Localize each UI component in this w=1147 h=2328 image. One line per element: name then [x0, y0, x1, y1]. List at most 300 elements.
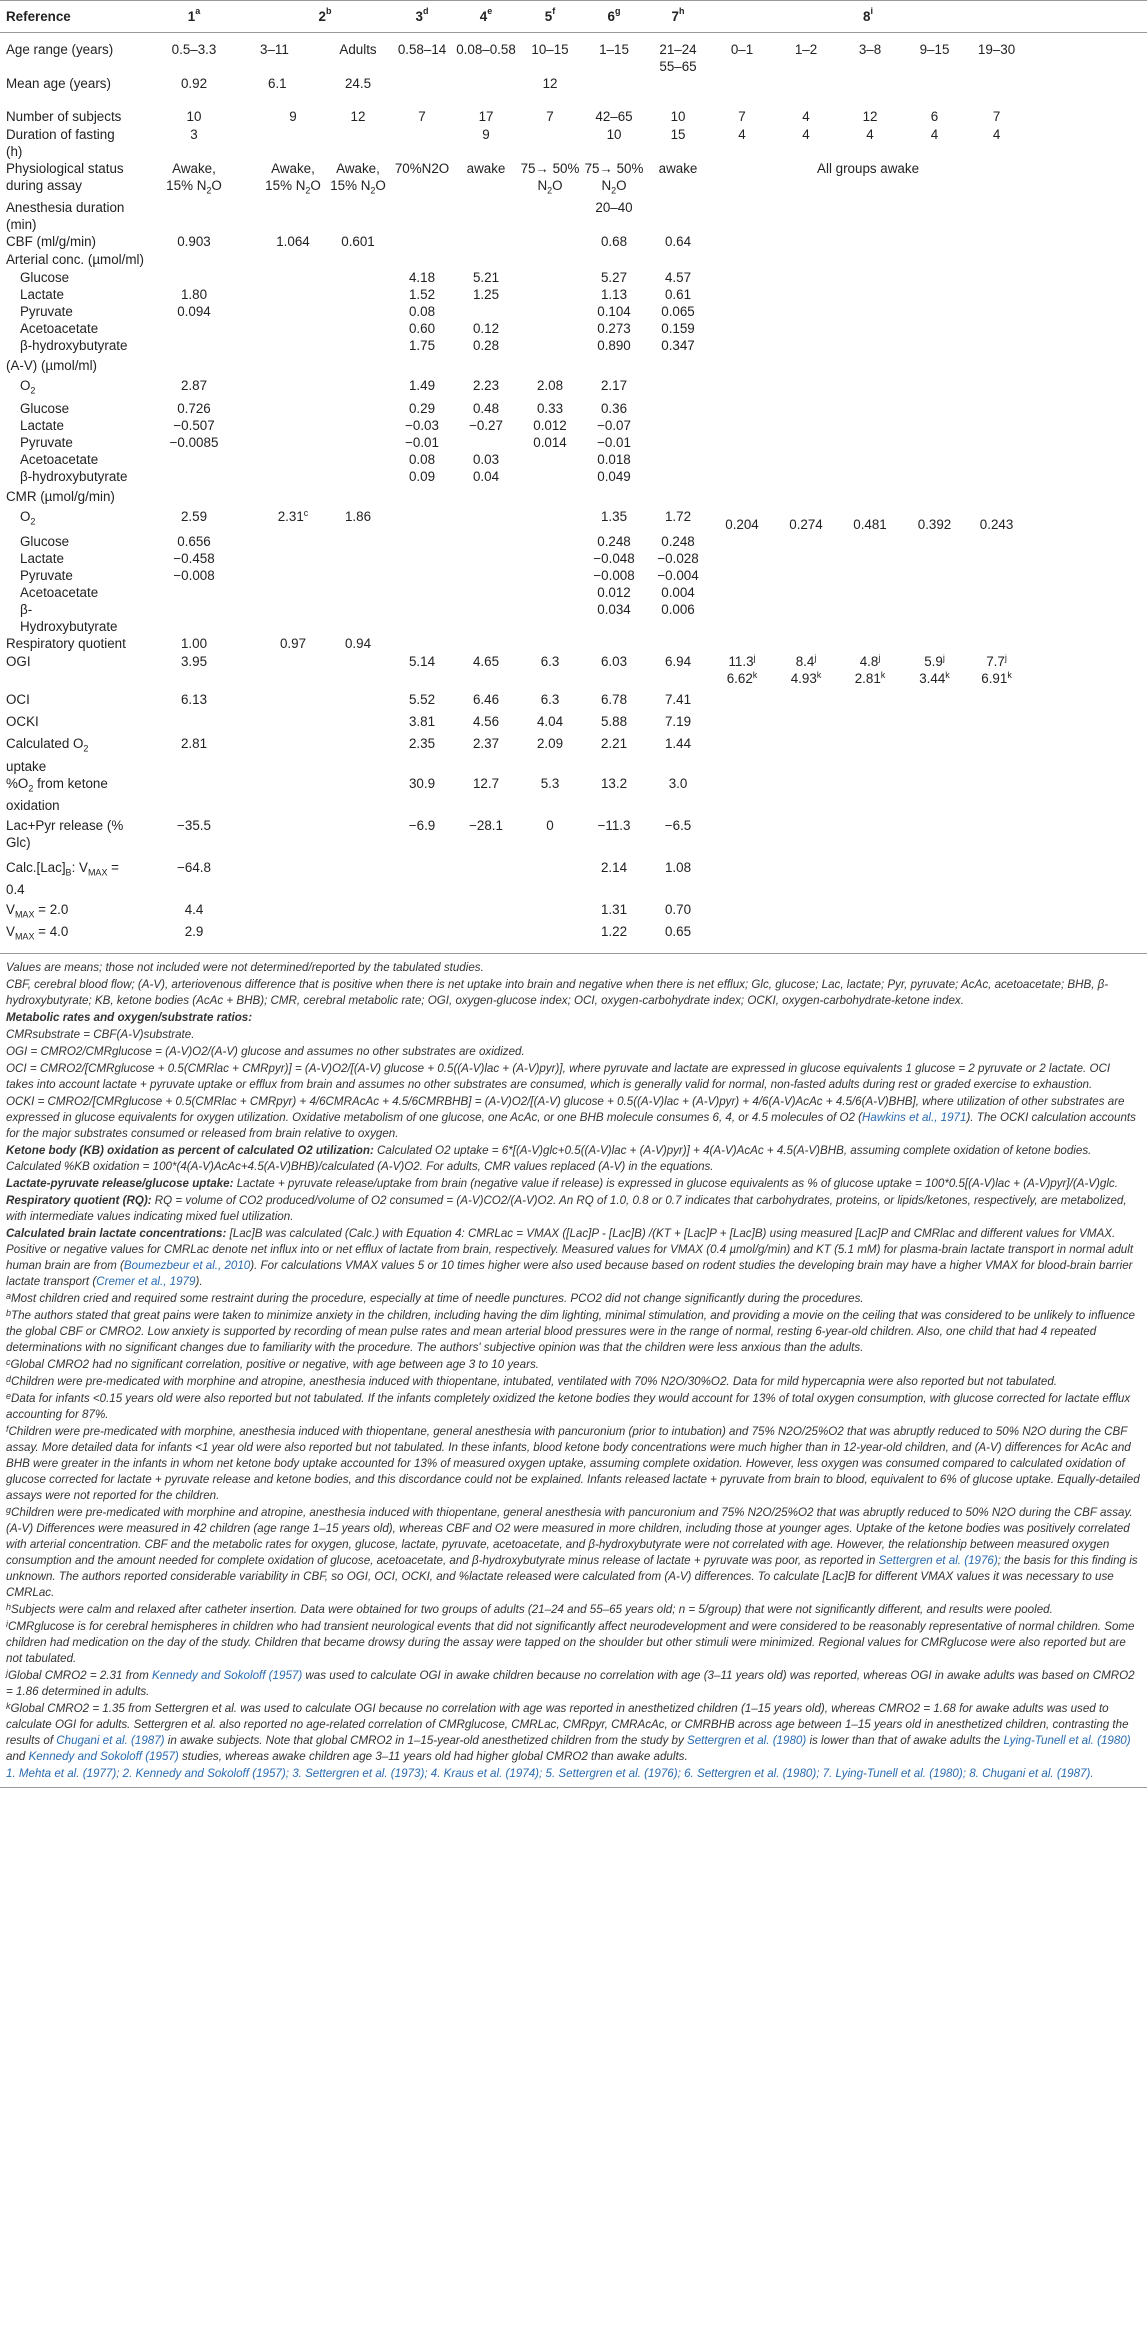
table-cell: 2.81	[180, 735, 208, 751]
table-cell: 0.481	[853, 516, 887, 532]
section-cmr: CMR (µmol/g/min)	[6, 488, 115, 504]
table-cell	[646, 400, 1026, 417]
text-span: studies, whereas awake children age 3–11 years old had higher global CMRO2 than awake adults.	[178, 1750, 688, 1764]
table-cell: −11.3	[597, 817, 631, 833]
table-cell: 2.87	[180, 378, 208, 394]
table-row	[0, 451, 1147, 468]
text-span: 8	[863, 9, 871, 24]
table-cell	[838, 653, 902, 691]
text-span: Calc.[Lac]	[6, 859, 66, 875]
table-cell	[260, 567, 582, 584]
text-span: 7.7	[986, 653, 1005, 669]
section-arterial: Arterial conc. (µmol/ml)	[6, 252, 144, 268]
table-cell: 6.78	[600, 691, 628, 707]
table-cell: 70%N2O	[394, 160, 450, 176]
text-span: Ketone body (KB) oxidation as percent of calculated O2 utilization:	[6, 1144, 374, 1158]
table-cell: Glucose	[20, 270, 70, 286]
text-span: 2	[547, 185, 553, 196]
text-span: k	[6, 1701, 11, 1712]
table-row-anesthesia	[0, 199, 1147, 233]
table-cell: 4	[866, 126, 874, 142]
table-cell: 1.80	[180, 287, 208, 303]
table-cell: Lactate	[20, 550, 64, 566]
text-span: Awake,	[172, 160, 216, 176]
note-paragraph: CBF, cerebral blood flow; (A-V), arteriovenous difference that is positive when there is net uptake into brain and negative when there is net efflux; Glc, glucose; Lac, lactate; Pyr, pyruvate; AcAc, acetoacetate; BHB, β-hydroxybutyrate; KB, ketone bodies (AcAc + BHB); CMR, cerebral metabolic rate; OGI, oxygen-glucose index; OCI, oxygen-carbohydrate index; OCKI, oxygen-carbohydrate-ketone index.	[6, 978, 1109, 1008]
text-span: Lac+Pyr release (%	[6, 817, 124, 833]
table-cell: 7.19	[664, 713, 692, 729]
table-cell	[0, 775, 128, 817]
table-cell: 7	[992, 108, 1001, 124]
table-row	[0, 303, 1147, 320]
table-cell: 0.012	[597, 584, 631, 600]
header-col-4	[454, 1, 518, 33]
table-cell: 0.065	[661, 304, 695, 320]
table-cell: 2.35	[408, 735, 436, 751]
table-cell: 6.3	[540, 691, 560, 707]
table-cell	[710, 653, 774, 691]
table-cell	[0, 508, 128, 533]
table-cell: 1.35	[600, 508, 628, 524]
table-cell: β-Hydroxybutyrate	[20, 601, 118, 634]
text-span: b	[325, 6, 332, 16]
note-paragraph	[6, 1193, 1141, 1225]
table-cell	[260, 550, 582, 567]
text-span: Lactate + pyruvate release/uptake from brain (negative value if release) is expressed in glucose equivalents as % of glucose uptake = 100*0.5[(A-V)lac + (A-V)pyr]/(A-V)glc.	[233, 1177, 1118, 1191]
text-span: =	[107, 859, 119, 875]
table-cell	[518, 468, 582, 488]
text-span: Hawkins et al., 1971	[862, 1111, 967, 1125]
text-span: h	[6, 1602, 12, 1613]
text-span: O	[375, 177, 386, 193]
text-span: i	[870, 6, 874, 16]
text-span: O	[20, 378, 31, 394]
table-cell: 2.17	[600, 378, 628, 394]
table-cell	[128, 320, 390, 337]
text-span: 15% N	[330, 177, 371, 193]
header-reference: Reference	[6, 9, 71, 24]
note-paragraph	[6, 1505, 1141, 1601]
table-cell: 3	[190, 126, 198, 142]
table-cell: 6	[930, 108, 939, 124]
table-cell: 6.46	[472, 691, 500, 707]
note-paragraph	[6, 1357, 1141, 1373]
header-col-2	[260, 1, 390, 33]
text-span: Physiological status	[6, 160, 124, 176]
table-row	[0, 357, 1147, 377]
table-cell	[128, 468, 390, 488]
table-cell: −0.008	[593, 567, 635, 583]
table-row	[0, 286, 1147, 303]
text-span: j	[1004, 652, 1007, 663]
table-cell: 0.656	[177, 533, 211, 549]
table-cell: Acetoacetate	[20, 321, 99, 337]
text-span: Settergren et al. (1976)	[878, 1554, 998, 1568]
text-span: Data for infants <0.15 years old were also reported but not tabulated. If the infants completely oxidized the ketone bodies they would account for 13% of total oxygen consumption, with glucose corrected for lactate efflux accounting for 87%.	[6, 1392, 1131, 1422]
table-cell: 1.52	[408, 287, 436, 303]
table-cell	[390, 126, 454, 160]
table-row-cbf	[0, 233, 1147, 251]
text-span: MAX	[87, 867, 108, 878]
table-row-subjects	[0, 108, 1147, 126]
table-cell: 0.58–14	[397, 41, 447, 57]
text-span: j	[878, 652, 881, 663]
text-span: Most children cried and required some restraint during the procedure, especially at time of needle punctures. PCO2 did not change significantly during the procedures.	[11, 1292, 864, 1306]
table-cell: 5.3	[540, 775, 560, 791]
text-span: is lower than that of awake adults the	[806, 1734, 1004, 1748]
note-paragraph	[6, 1094, 1141, 1142]
table-cell: 0.726	[177, 400, 211, 416]
table-cell: Pyruvate	[20, 434, 73, 450]
table-cell: −0.27	[469, 417, 503, 433]
table-cell: 1.13	[600, 287, 628, 303]
note-paragraph	[6, 1291, 1141, 1307]
table-cell	[646, 417, 1026, 434]
text-span: 2.81	[854, 670, 881, 686]
table-notes	[0, 953, 1147, 1788]
table-cell: Duration of fasting (h)	[6, 126, 115, 159]
table-row-age-range	[0, 41, 1147, 75]
text-span: 4.93	[790, 670, 817, 686]
table-cell	[454, 75, 518, 108]
table-cell	[518, 337, 582, 357]
table-cell: 0.29	[408, 400, 436, 416]
table-cell	[0, 859, 128, 901]
text-span: CMRglucose is for cerebral hemispheres in children who had transient neurological events that did not significantly affect neurodevelopment and were considered to be reasonably representative of normal children. Some children had medication on the day of the study. Children that became drowsy during the assay were tapped on the shoulder but other stimuli were minimized. Regional values for CMRglucose were also reported but are not tabulated.	[6, 1620, 1135, 1666]
text-span: 7	[671, 9, 679, 24]
table-cell	[0, 817, 128, 859]
text-span: Lying-Tunell et al. (1980)	[1003, 1734, 1131, 1748]
table-cell: 4.4	[184, 901, 204, 917]
table-cell	[774, 653, 838, 691]
table-cell: 12	[862, 108, 878, 124]
text-span: Children were pre-medicated with morphine and atropine, anesthesia induced with thiopentane, intubated, ventilated with 70% N2O/30%O2. Data for mild hypercapnia were also reported but not tabulated.	[11, 1375, 1058, 1389]
table-cell	[260, 817, 326, 859]
table-cell	[518, 160, 582, 200]
table-cell: 4	[992, 126, 1001, 142]
table-cell: 1.86	[344, 508, 372, 524]
table-cell: −0.004	[657, 567, 699, 583]
table-cell	[326, 735, 390, 775]
table-cell: 6.03	[600, 653, 628, 669]
table-cell	[518, 126, 582, 160]
table-cell: Glucose	[20, 400, 70, 416]
text-span: a	[6, 1291, 12, 1302]
note-paragraph: OCI = CMRO2/[CMRglucose + 0.5(CMRlac + CMRpyr)] = (A-V)O2/[(A-V) glucose + 0.5((A-V)lac + (A-V)pyr)], where pyruvate and lactate are expressed in glucose equivalents 1 glucose = 2 pyruvate or 2 lactate. OCI takes into account lactate + pyruvate uptake or efflux from brain and assumes no other substrates are consumed, which is generally valid for normal, non-fasted adults during rest or graded exercise to exhaustion.	[6, 1062, 1111, 1092]
text-span: 21–24	[659, 41, 697, 57]
text-span: Glc)	[6, 834, 31, 850]
table-cell: 7	[738, 108, 746, 124]
table-cell	[710, 775, 1026, 817]
table-cell	[710, 691, 1026, 713]
text-span: 15% N	[265, 177, 306, 193]
table-cell	[710, 303, 1026, 320]
table-cell	[128, 199, 582, 233]
table-cell: 0.014	[533, 434, 567, 450]
text-span: Calculated O2 uptake = 6*[(A-V)glc+0.5((A-V)lac + (A-V)pyr)] + 4(A-V)AcAc + 4.5(A-V)BHB, assuming complete oxidation of ketone bodies. Calculated %KB oxidation = 100*(4(A-V)AcAc+4.5(A-V)BHB)/calculated (A-V)O2. For adults, CMR values replaced (A-V) in the equations.	[6, 1144, 1092, 1174]
table-cell: 0.03	[472, 451, 500, 467]
table-cell	[128, 584, 582, 601]
table-row-o2uptake	[0, 735, 1147, 775]
table-cell: −0.0085	[169, 434, 219, 450]
table-cell: 2.08	[536, 378, 564, 394]
table-cell	[390, 75, 454, 108]
text-span: f	[552, 6, 556, 16]
table-cell: 0.60	[408, 321, 436, 337]
table-cell	[0, 33, 1026, 41]
text-span: 5	[544, 9, 553, 24]
text-span: Settergren et al. (1980)	[686, 1734, 807, 1748]
text-span: k	[752, 669, 758, 680]
text-span: B	[65, 867, 72, 878]
text-span: ; the basis for this finding is unknown. The authors reported considerable variability in CBF, so OGI, OCI, OCKI, and %lactate released were calculated from (A-V) differences. To calculate [Lac]B for different VMAX values it was necessary to use CMRLac.	[6, 1554, 1138, 1600]
text-span: N	[537, 177, 548, 193]
text-span: 1	[187, 9, 196, 24]
table-row-fasting	[0, 126, 1147, 160]
text-span: 6.62	[726, 670, 753, 686]
table-cell	[128, 337, 390, 357]
text-span: k	[880, 669, 886, 680]
table-row-rq	[0, 635, 1147, 653]
table-row	[0, 584, 1147, 601]
table-cell: 6.3	[540, 653, 560, 669]
table-row	[0, 320, 1147, 337]
table-cell	[326, 691, 390, 713]
note-paragraph	[6, 1374, 1141, 1390]
metabolism-table	[0, 0, 1147, 949]
table-row	[0, 601, 1147, 635]
text-span: 3.44	[919, 670, 946, 686]
table-cell: Pyruvate	[20, 304, 73, 320]
table-cell	[260, 400, 390, 417]
text-span: 1. Mehta et al. (1977)	[6, 1767, 117, 1781]
table-cell	[128, 601, 582, 635]
table-cell: −0.028	[657, 550, 699, 566]
table-cell	[967, 653, 1026, 691]
table-cell: 1.75	[408, 338, 436, 354]
header-col-7	[646, 1, 710, 33]
text-span: 5. Settergren et al. (1976)	[545, 1767, 678, 1781]
table-cell	[0, 377, 128, 400]
table-cell: 24.5	[344, 75, 372, 91]
table-row	[0, 377, 1147, 400]
text-span: a	[195, 6, 201, 16]
table-cell	[260, 923, 582, 949]
table-cell	[582, 75, 1147, 108]
table-cell	[710, 735, 1026, 775]
table-cell	[454, 434, 518, 451]
table-cell: 2.23	[472, 378, 500, 394]
text-span: Subjects were calm and relaxed after catheter insertion. Data were obtained for two groups of adults (21–24 and 55–65 years old; n = 5/group) that were not significantly different, and results were pooled.	[11, 1603, 1053, 1617]
table-cell: 1.31	[600, 901, 628, 917]
table-cell: 20–40	[595, 200, 633, 216]
reference-list: 1. Mehta et al. (1977); 2. Kennedy and Sokoloff (1957); 3. Settergren et al. (1973); 4. Kraus et al. (1974); 5. Settergren et al. (1976); 6. Settergren et al. (1980); 7. Lying-Tunell et al. (1980); 8. Chugani et al. (1987).	[6, 1767, 1094, 1781]
table-cell: Adults	[339, 41, 377, 57]
text-span: Lactate-pyruvate release/glucose uptake:	[6, 1177, 234, 1191]
note-paragraph	[6, 1391, 1141, 1423]
text-span: Calculated O	[6, 735, 84, 751]
table-cell: 10	[606, 126, 622, 142]
table-cell	[128, 775, 390, 817]
header-col-3	[390, 1, 454, 33]
table-row	[0, 488, 1147, 508]
table-cell: −0.458	[173, 550, 215, 566]
table-cell: 6.1	[268, 75, 287, 91]
table-row-lacpyr	[0, 817, 1147, 859]
text-span: 2.31	[277, 508, 304, 524]
table-cell	[128, 160, 260, 200]
table-cell: 0.274	[789, 516, 823, 532]
table-row-pct-ketone	[0, 775, 1147, 817]
table-cell: OGI	[6, 653, 31, 669]
table-cell: OCKI	[6, 713, 39, 729]
table-cell	[326, 653, 390, 691]
table-cell	[710, 269, 1026, 286]
text-span: from ketone	[37, 775, 108, 791]
text-span: Global CMRO2 = 1.35 from Settergren et al. was used to calculate OGI because no correlation with age was reported in anesthetized children (1–15 years old), whereas CMRO2 = 1.68 for awake adults was used to calculate OGI for adults. Settergren et al. also reported no age-related correlation of CMRglucose, CMRLac, CMRpyr, CMRAcAc, or CMRBHB across age between 1–15 years old in anesthetized children, contrasting the results of	[6, 1702, 1129, 1748]
table-cell: All groups awake	[817, 160, 920, 176]
table-cell	[646, 434, 1026, 451]
text-span: 4.8	[859, 653, 879, 669]
table-cell: −64.8	[177, 859, 211, 875]
table-cell: −0.048	[593, 550, 635, 566]
text-span: 2	[83, 743, 89, 754]
table-cell: 7.41	[664, 691, 692, 707]
text-span: 2	[28, 783, 34, 794]
text-span: Metabolic rates and oxygen/substrate ratios:	[6, 1011, 253, 1025]
table-cell: 2.37	[472, 735, 500, 751]
table-cell: 13.2	[600, 775, 628, 791]
table-cell	[128, 713, 390, 735]
table-cell: 1.49	[408, 378, 436, 394]
text-span: 2	[318, 9, 326, 24]
table-cell: 5.88	[600, 713, 628, 729]
table-cell: 0.5–3.3	[171, 41, 217, 57]
table-cell: 1.72	[664, 508, 692, 524]
table-cell	[260, 286, 390, 303]
note-paragraph	[6, 1143, 1141, 1175]
text-span: = 4.0	[34, 924, 69, 940]
table-cell	[1026, 1, 1147, 33]
table-cell: 2.21	[600, 735, 628, 751]
table-cell: β-hydroxybutyrate	[20, 338, 128, 354]
table-cell: OCI	[6, 691, 30, 707]
text-span: k	[945, 669, 950, 680]
table-cell: 4.04	[536, 713, 564, 729]
table-cell: 0.903	[177, 234, 211, 250]
table-cell: awake	[658, 160, 698, 176]
table-cell: 0.36	[600, 400, 628, 416]
table-cell	[710, 713, 1026, 735]
table-cell: 5.52	[408, 691, 436, 707]
table-cell	[390, 233, 582, 251]
text-span: 75→ 50%	[520, 160, 580, 176]
table-cell: 9–15	[919, 41, 950, 57]
table-cell: 0.09	[408, 468, 436, 484]
text-span: MAX	[14, 909, 35, 920]
text-span: 7. Lying-Tunell et al. (1980)	[822, 1767, 963, 1781]
table-cell: 0.65	[664, 924, 692, 940]
header-col-6	[582, 1, 646, 33]
table-cell: 1.22	[600, 924, 628, 940]
note-paragraph: CMRsubstrate = CBF(A-V)substrate.	[6, 1028, 195, 1042]
text-span: (min)	[6, 217, 37, 233]
text-span: Kennedy and Sokoloff (1957)	[28, 1750, 179, 1764]
table-cell: 19–30	[977, 41, 1016, 57]
text-span: O	[310, 177, 321, 193]
table-cell: −0.03	[405, 417, 439, 433]
table-cell: 0.68	[600, 234, 628, 250]
table-cell: 0.392	[917, 516, 952, 532]
table-cell	[710, 859, 1026, 901]
table-cell: 2.14	[600, 859, 628, 875]
text-span: 2	[206, 185, 212, 196]
note-paragraph	[6, 1308, 1141, 1356]
table-cell	[646, 377, 1026, 400]
text-span: 3	[415, 9, 423, 24]
text-span: Respiratory quotient (RQ):	[6, 1194, 152, 1208]
text-span: %O	[6, 775, 29, 791]
table-cell: 42–65	[595, 108, 633, 124]
header-col-8	[710, 1, 1026, 33]
table-cell: 1–15	[599, 41, 629, 57]
text-span: d	[422, 6, 429, 16]
text-span: e	[6, 1391, 12, 1402]
table-cell: 1–2	[794, 41, 818, 57]
table-cell: 0.034	[597, 601, 631, 617]
text-span: 2	[370, 185, 376, 196]
table-cell	[260, 377, 390, 400]
table-cell: Acetoacetate	[20, 584, 99, 600]
table-row	[0, 567, 1147, 584]
note-paragraph	[6, 1701, 1141, 1765]
text-span: ).	[195, 1275, 203, 1289]
table-cell: 0.61	[664, 287, 692, 303]
text-span: oxidation	[6, 798, 60, 814]
text-span: j	[942, 652, 945, 663]
table-cell	[518, 320, 582, 337]
table-row	[0, 468, 1147, 488]
table-cell: 4	[738, 126, 746, 142]
table-cell: 0–1	[730, 41, 754, 57]
table-cell: Mean age (years)	[6, 75, 111, 91]
text-span: c	[303, 507, 309, 518]
text-span: Awake,	[271, 160, 315, 176]
table-cell: Glucose	[20, 533, 70, 549]
text-span: b	[6, 1308, 12, 1319]
table-cell: −0.01	[597, 434, 631, 450]
table-row	[0, 550, 1147, 567]
table-row	[0, 508, 1147, 533]
table-cell	[390, 635, 1026, 653]
text-span: OCKI = CMRO2/[CMRglucose + 0.5(CMRlac + CMRpyr) + 4/6CMRAcAc + 4.5/6CMRBHB] = (A-V)O2/[(A-V) glucose + 0.5((A-V)lac + (A-V)pyr) + 4/6(A-V)AcAc + 4.5/6(A-V)BHB], where utilization of other substrates are expressed in glucose equivalents for oxygen utilization. Oxidative metabolism of one glucose, one AcAc, or one BHB molecule consumes 6, 4, or 4.5 molecules of O2 (	[6, 1095, 1125, 1125]
table-row-phys-status	[0, 160, 1147, 200]
text-span: Global CMRO2 had no significant correlation, positive or negative, with age between age 3 to 10 years.	[10, 1358, 539, 1372]
table-cell: Age range (years)	[6, 41, 114, 57]
table-cell: 0.006	[661, 601, 695, 617]
table-cell: 0.64	[664, 234, 692, 250]
table-cell: −0.507	[173, 417, 215, 433]
text-span: 8.4	[795, 653, 815, 669]
table-cell: 4	[802, 126, 810, 142]
table-cell: 1.44	[664, 735, 692, 751]
text-span: O	[20, 508, 31, 524]
table-cell	[710, 817, 1026, 859]
table-cell: −0.07	[597, 417, 631, 433]
text-span: i	[6, 1619, 8, 1630]
table-cell: 1.064	[276, 234, 310, 250]
header-col-5	[518, 1, 582, 33]
table-cell: −28.1	[469, 817, 503, 833]
